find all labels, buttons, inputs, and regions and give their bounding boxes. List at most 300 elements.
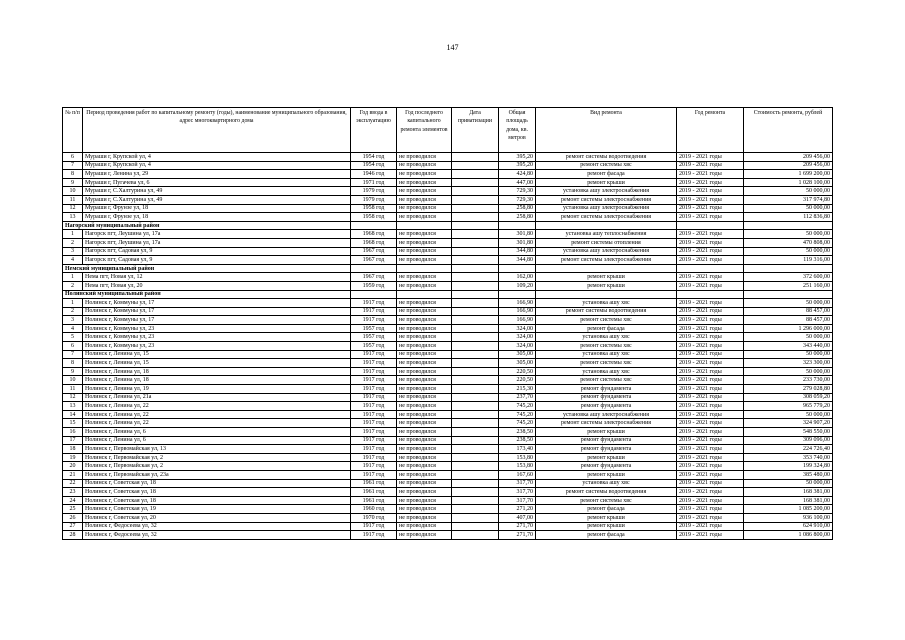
table-row xyxy=(63,436,833,445)
year-built-cell: 1917 год xyxy=(351,316,397,325)
privatization-cell xyxy=(452,178,499,187)
privatization-cell xyxy=(452,505,499,514)
empty-cell xyxy=(536,221,677,230)
repair-year-cell: 2019 - 2021 годы xyxy=(677,187,744,196)
last-repair-cell: не проводился xyxy=(397,273,452,282)
repair-year-cell: 2019 - 2021 годы xyxy=(677,342,744,351)
repair-year-cell: 2019 - 2021 годы xyxy=(677,153,744,162)
privatization-cell xyxy=(452,419,499,428)
cost-cell: 50 000,00 xyxy=(744,204,833,213)
address-cell: Нолинск г, Федосеева ул, 32 xyxy=(83,522,351,531)
work-type-cell: ремонт системы водоотведения xyxy=(536,488,677,497)
address-cell: Нолинск г, Первомайская ул, 2 xyxy=(83,453,351,462)
privatization-cell xyxy=(452,393,499,402)
section-title: Нолинский муниципальный район xyxy=(63,290,351,299)
last-repair-cell: не проводился xyxy=(397,153,452,162)
work-type-cell: ремонт фундамента xyxy=(536,462,677,471)
privatization-cell xyxy=(452,428,499,437)
address-cell: Нолинск г, Ленина ул, 22 xyxy=(83,419,351,428)
table-row xyxy=(63,247,833,256)
year-built-cell: 1960 год xyxy=(351,505,397,514)
empty-cell xyxy=(744,221,833,230)
area-cell: 271,20 xyxy=(499,505,536,514)
repair-year-cell: 2019 - 2021 годы xyxy=(677,316,744,325)
empty-cell xyxy=(452,264,499,273)
cost-cell: 1 296 000,00 xyxy=(744,324,833,333)
empty-cell xyxy=(397,290,452,299)
last-repair-cell: не проводился xyxy=(397,522,452,531)
year-built-cell: 1917 год xyxy=(351,531,397,540)
cost-cell: 199 324,80 xyxy=(744,462,833,471)
area-cell: 745,20 xyxy=(499,410,536,419)
work-type-cell: ремонт крыши xyxy=(536,470,677,479)
cost-cell: 233 730,00 xyxy=(744,376,833,385)
address-cell: Нолинск г, Советская ул, 18 xyxy=(83,496,351,505)
cost-cell: 50 000,00 xyxy=(744,299,833,308)
repair-year-cell: 2019 - 2021 годы xyxy=(677,367,744,376)
year-built-cell: 1917 год xyxy=(351,402,397,411)
row-number: 24 xyxy=(63,496,83,505)
header-repair-year: Год ремонта xyxy=(677,108,744,153)
work-type-cell: ремонт крыши xyxy=(536,281,677,290)
empty-cell xyxy=(744,264,833,273)
privatization-cell xyxy=(452,513,499,522)
privatization-cell xyxy=(452,281,499,290)
row-number: 6 xyxy=(63,153,83,162)
table-row xyxy=(63,273,833,282)
privatization-cell xyxy=(452,153,499,162)
privatization-cell xyxy=(452,479,499,488)
repair-year-cell: 2019 - 2021 годы xyxy=(677,419,744,428)
table-row xyxy=(63,428,833,437)
row-number: 10 xyxy=(63,187,83,196)
repair-year-cell: 2019 - 2021 годы xyxy=(677,479,744,488)
privatization-cell xyxy=(452,161,499,170)
last-repair-cell: не проводился xyxy=(397,299,452,308)
year-built-cell: 1946 год xyxy=(351,170,397,179)
privatization-cell xyxy=(452,316,499,325)
work-type-cell: ремонт фундамента xyxy=(536,436,677,445)
area-cell: 729,30 xyxy=(499,195,536,204)
table-header-row xyxy=(63,108,833,153)
repair-year-cell: 2019 - 2021 годы xyxy=(677,230,744,239)
last-repair-cell: не проводился xyxy=(397,350,452,359)
repair-schedule-table xyxy=(62,107,833,540)
table-row xyxy=(63,488,833,497)
area-cell: 344,80 xyxy=(499,247,536,256)
table-row xyxy=(63,213,833,222)
year-built-cell: 1917 год xyxy=(351,299,397,308)
repair-year-cell: 2019 - 2021 годы xyxy=(677,256,744,265)
cost-cell: 372 600,00 xyxy=(744,273,833,282)
header-area: Общая площадь дома, кв. метров xyxy=(499,108,536,153)
work-type-cell: ремонт системы хвс xyxy=(536,496,677,505)
privatization-cell xyxy=(452,195,499,204)
privatization-cell xyxy=(452,238,499,247)
work-type-cell: ремонт фасада xyxy=(536,324,677,333)
row-number: 10 xyxy=(63,376,83,385)
privatization-cell xyxy=(452,359,499,368)
area-cell: 167,60 xyxy=(499,470,536,479)
empty-cell xyxy=(744,290,833,299)
cost-cell: 50 000,00 xyxy=(744,367,833,376)
year-built-cell: 1917 год xyxy=(351,453,397,462)
table-row xyxy=(63,281,833,290)
address-cell: Мураши г, Фрунзе ул, 18 xyxy=(83,204,351,213)
work-type-cell: ремонт крыши xyxy=(536,522,677,531)
repair-year-cell: 2019 - 2021 годы xyxy=(677,247,744,256)
cost-cell: 50 000,00 xyxy=(744,333,833,342)
address-cell: Нагорск пгт, Садовая ул, 9 xyxy=(83,256,351,265)
address-cell: Нагорск пгт, Леушина ул, 17а xyxy=(83,230,351,239)
repair-year-cell: 2019 - 2021 годы xyxy=(677,213,744,222)
area-cell: 317,70 xyxy=(499,479,536,488)
last-repair-cell: не проводился xyxy=(397,195,452,204)
cost-cell: 50 000,00 xyxy=(744,350,833,359)
repair-year-cell: 2019 - 2021 годы xyxy=(677,522,744,531)
privatization-cell xyxy=(452,204,499,213)
row-number: 27 xyxy=(63,522,83,531)
area-cell: 220,50 xyxy=(499,376,536,385)
area-cell: 447,00 xyxy=(499,178,536,187)
address-cell: Нолинск г, Ленина ул, 15 xyxy=(83,359,351,368)
year-built-cell: 1958 год xyxy=(351,213,397,222)
table-row xyxy=(63,410,833,419)
work-type-cell: установка ашу электроснабжения xyxy=(536,410,677,419)
privatization-cell xyxy=(452,256,499,265)
area-cell: 305,00 xyxy=(499,359,536,368)
address-cell: Нолинск г, Ленина ул, 22 xyxy=(83,402,351,411)
section-row xyxy=(63,264,833,273)
address-cell: Нема пгт, Новая ул, 12 xyxy=(83,273,351,282)
privatization-cell xyxy=(452,342,499,351)
year-built-cell: 1961 год xyxy=(351,488,397,497)
privatization-cell xyxy=(452,367,499,376)
last-repair-cell: не проводился xyxy=(397,238,452,247)
area-cell: 745,20 xyxy=(499,402,536,411)
row-number: 28 xyxy=(63,531,83,540)
area-cell: 301,80 xyxy=(499,230,536,239)
year-built-cell: 1917 год xyxy=(351,445,397,454)
year-built-cell: 1917 год xyxy=(351,393,397,402)
address-cell: Мураши г, С.Халтурина ул, 49 xyxy=(83,195,351,204)
area-cell: 729,30 xyxy=(499,187,536,196)
header-privatization: Дата приватизации xyxy=(452,108,499,153)
cost-cell: 309 096,00 xyxy=(744,436,833,445)
address-cell: Нолинск г, Первомайская ул, 23а xyxy=(83,470,351,479)
work-type-cell: ремонт системы электроснабжения xyxy=(536,256,677,265)
privatization-cell xyxy=(452,462,499,471)
area-cell: 258,80 xyxy=(499,213,536,222)
area-cell: 162,00 xyxy=(499,273,536,282)
empty-cell xyxy=(499,221,536,230)
row-number: 23 xyxy=(63,488,83,497)
year-built-cell: 1917 год xyxy=(351,462,397,471)
row-number: 11 xyxy=(63,385,83,394)
table-row xyxy=(63,333,833,342)
cost-cell: 1 086 800,00 xyxy=(744,531,833,540)
area-cell: 344,80 xyxy=(499,256,536,265)
cost-cell: 88 457,00 xyxy=(744,307,833,316)
year-built-cell: 1979 год xyxy=(351,187,397,196)
work-type-cell: ремонт фасада xyxy=(536,170,677,179)
repair-year-cell: 2019 - 2021 годы xyxy=(677,462,744,471)
privatization-cell xyxy=(452,350,499,359)
table-row xyxy=(63,470,833,479)
cost-cell: 168 381,00 xyxy=(744,488,833,497)
repair-year-cell: 2019 - 2021 годы xyxy=(677,204,744,213)
privatization-cell xyxy=(452,307,499,316)
last-repair-cell: не проводился xyxy=(397,505,452,514)
work-type-cell: ремонт крыши xyxy=(536,273,677,282)
section-row xyxy=(63,221,833,230)
last-repair-cell: не проводился xyxy=(397,462,452,471)
privatization-cell xyxy=(452,385,499,394)
cost-cell: 88 457,00 xyxy=(744,316,833,325)
area-cell: 305,00 xyxy=(499,350,536,359)
last-repair-cell: не проводился xyxy=(397,333,452,342)
table-row xyxy=(63,419,833,428)
repair-year-cell: 2019 - 2021 годы xyxy=(677,393,744,402)
privatization-cell xyxy=(452,453,499,462)
address-cell: Нема пгт, Новая ул, 20 xyxy=(83,281,351,290)
year-built-cell: 1970 год xyxy=(351,513,397,522)
row-number: 4 xyxy=(63,256,83,265)
cost-cell: 936 100,00 xyxy=(744,513,833,522)
repair-year-cell: 2019 - 2021 годы xyxy=(677,436,744,445)
privatization-cell xyxy=(452,170,499,179)
year-built-cell: 1971 год xyxy=(351,178,397,187)
area-cell: 395,20 xyxy=(499,161,536,170)
repair-year-cell: 2019 - 2021 годы xyxy=(677,488,744,497)
work-type-cell: установка ашу хвс xyxy=(536,367,677,376)
work-type-cell: ремонт фундамента xyxy=(536,385,677,394)
last-repair-cell: не проводился xyxy=(397,393,452,402)
work-type-cell: ремонт крыши xyxy=(536,453,677,462)
privatization-cell xyxy=(452,488,499,497)
empty-cell xyxy=(536,290,677,299)
privatization-cell xyxy=(452,410,499,419)
empty-cell xyxy=(536,264,677,273)
work-type-cell: ремонт системы хвс xyxy=(536,161,677,170)
repair-year-cell: 2019 - 2021 годы xyxy=(677,470,744,479)
address-cell: Нолинск г, Коммуны ул, 17 xyxy=(83,316,351,325)
repair-year-cell: 2019 - 2021 годы xyxy=(677,324,744,333)
table-row xyxy=(63,445,833,454)
area-cell: 238,50 xyxy=(499,428,536,437)
table-body xyxy=(63,153,833,540)
area-cell: 220,50 xyxy=(499,367,536,376)
repair-year-cell: 2019 - 2021 годы xyxy=(677,359,744,368)
work-type-cell: ремонт фундамента xyxy=(536,402,677,411)
table-row xyxy=(63,505,833,514)
table-row xyxy=(63,161,833,170)
cost-cell: 209 456,00 xyxy=(744,153,833,162)
row-number: 5 xyxy=(63,333,83,342)
table-row xyxy=(63,170,833,179)
work-type-cell: ремонт системы электроснабжения xyxy=(536,213,677,222)
table-row xyxy=(63,307,833,316)
area-cell: 301,80 xyxy=(499,238,536,247)
address-cell: Нолинск г, Ленина ул, 22 xyxy=(83,410,351,419)
row-number: 1 xyxy=(63,230,83,239)
empty-cell xyxy=(499,264,536,273)
repair-year-cell: 2019 - 2021 годы xyxy=(677,170,744,179)
cost-cell: 470 808,00 xyxy=(744,238,833,247)
section-row xyxy=(63,290,833,299)
address-cell: Мураши г, Ленина ул, 29 xyxy=(83,170,351,179)
last-repair-cell: не проводился xyxy=(397,204,452,213)
privatization-cell xyxy=(452,436,499,445)
last-repair-cell: не проводился xyxy=(397,342,452,351)
last-repair-cell: не проводился xyxy=(397,470,452,479)
header-address: Период проведения работ по капитальному ремонту (годы), наименование муниципального образования, адрес многоквартирного дома xyxy=(83,108,351,153)
last-repair-cell: не проводился xyxy=(397,170,452,179)
repair-year-cell: 2019 - 2021 годы xyxy=(677,238,744,247)
work-type-cell: ремонт системы хвс xyxy=(536,342,677,351)
repair-year-cell: 2019 - 2021 годы xyxy=(677,496,744,505)
address-cell: Нолинск г, Коммуны ул, 17 xyxy=(83,299,351,308)
year-built-cell: 1917 год xyxy=(351,307,397,316)
cost-cell: 548 550,00 xyxy=(744,428,833,437)
last-repair-cell: не проводился xyxy=(397,376,452,385)
table-row xyxy=(63,187,833,196)
privatization-cell xyxy=(452,522,499,531)
area-cell: 424,80 xyxy=(499,170,536,179)
area-cell: 173,40 xyxy=(499,445,536,454)
table-row xyxy=(63,256,833,265)
area-cell: 745,20 xyxy=(499,419,536,428)
cost-cell: 343 440,00 xyxy=(744,342,833,351)
empty-cell xyxy=(351,221,397,230)
last-repair-cell: не проводился xyxy=(397,324,452,333)
last-repair-cell: не проводился xyxy=(397,161,452,170)
cost-cell: 224 726,40 xyxy=(744,445,833,454)
area-cell: 238,50 xyxy=(499,436,536,445)
year-built-cell: 1967 год xyxy=(351,256,397,265)
year-built-cell: 1957 год xyxy=(351,333,397,342)
address-cell: Нолинск г, Коммуны ул, 17 xyxy=(83,307,351,316)
address-cell: Нолинск г, Ленина ул, 21а xyxy=(83,393,351,402)
row-number: 12 xyxy=(63,204,83,213)
cost-cell: 50 000,00 xyxy=(744,479,833,488)
privatization-cell xyxy=(452,445,499,454)
repair-year-cell: 2019 - 2021 годы xyxy=(677,273,744,282)
area-cell: 153,80 xyxy=(499,453,536,462)
cost-cell: 1 028 100,00 xyxy=(744,178,833,187)
work-type-cell: установка ашу электроснабжения xyxy=(536,247,677,256)
last-repair-cell: не проводился xyxy=(397,513,452,522)
page-number: 147 xyxy=(446,43,459,52)
address-cell: Нолинск г, Советская ул, 18 xyxy=(83,488,351,497)
year-built-cell: 1917 год xyxy=(351,522,397,531)
header-year-built: Год ввода в эксплуатацию xyxy=(351,108,397,153)
work-type-cell: установка ашу хвс xyxy=(536,333,677,342)
last-repair-cell: не проводился xyxy=(397,230,452,239)
last-repair-cell: не проводился xyxy=(397,531,452,540)
year-built-cell: 1967 год xyxy=(351,273,397,282)
area-cell: 271,70 xyxy=(499,531,536,540)
table-row xyxy=(63,350,833,359)
privatization-cell xyxy=(452,531,499,540)
cost-cell: 168 381,00 xyxy=(744,496,833,505)
work-type-cell: ремонт системы хвс xyxy=(536,316,677,325)
cost-cell: 251 160,00 xyxy=(744,281,833,290)
repair-year-cell: 2019 - 2021 годы xyxy=(677,445,744,454)
row-number: 26 xyxy=(63,513,83,522)
privatization-cell xyxy=(452,273,499,282)
year-built-cell: 1959 год xyxy=(351,281,397,290)
cost-cell: 1 085 200,00 xyxy=(744,505,833,514)
address-cell: Нолинск г, Советская ул, 19 xyxy=(83,505,351,514)
work-type-cell: ремонт крыши xyxy=(536,513,677,522)
repair-year-cell: 2019 - 2021 годы xyxy=(677,299,744,308)
year-built-cell: 1917 год xyxy=(351,350,397,359)
header-last-repair: Год последнего капитального ремонта элементов xyxy=(397,108,452,153)
empty-cell xyxy=(452,221,499,230)
area-cell: 258,80 xyxy=(499,204,536,213)
repair-year-cell: 2019 - 2021 годы xyxy=(677,376,744,385)
address-cell: Нолинск г, Первомайская ул, 2 xyxy=(83,462,351,471)
area-cell: 407,00 xyxy=(499,513,536,522)
work-type-cell: ремонт фасада xyxy=(536,505,677,514)
row-number: 3 xyxy=(63,247,83,256)
year-built-cell: 1917 год xyxy=(351,410,397,419)
address-cell: Нолинск г, Ленина ул, 18 xyxy=(83,376,351,385)
section-title: Немский муниципальный район xyxy=(63,264,351,273)
address-cell: Мураши г, Крупской ул, 4 xyxy=(83,161,351,170)
row-number: 12 xyxy=(63,393,83,402)
privatization-cell xyxy=(452,213,499,222)
address-cell: Нагорск пгт, Леушина ул, 17а xyxy=(83,238,351,247)
year-built-cell: 1917 год xyxy=(351,419,397,428)
empty-cell xyxy=(499,290,536,299)
address-cell: Нагорск пгт, Садовая ул, 9 xyxy=(83,247,351,256)
year-built-cell: 1917 год xyxy=(351,428,397,437)
year-built-cell: 1917 год xyxy=(351,385,397,394)
table-row xyxy=(63,522,833,531)
privatization-cell xyxy=(452,470,499,479)
repair-year-cell: 2019 - 2021 годы xyxy=(677,281,744,290)
year-built-cell: 1917 год xyxy=(351,367,397,376)
last-repair-cell: не проводился xyxy=(397,419,452,428)
table-row xyxy=(63,238,833,247)
repair-year-cell: 2019 - 2021 годы xyxy=(677,161,744,170)
table-row xyxy=(63,299,833,308)
last-repair-cell: не проводился xyxy=(397,178,452,187)
work-type-cell: ремонт системы хвс xyxy=(536,359,677,368)
empty-cell xyxy=(677,290,744,299)
table-row xyxy=(63,204,833,213)
year-built-cell: 1954 год xyxy=(351,153,397,162)
cost-cell: 965 779,20 xyxy=(744,402,833,411)
address-cell: Нолинск г, Ленина ул, 6 xyxy=(83,436,351,445)
header-cost: Стоимость ремонта, рублей xyxy=(744,108,833,153)
last-repair-cell: не проводился xyxy=(397,316,452,325)
table-row xyxy=(63,479,833,488)
address-cell: Нолинск г, Коммуны ул, 23 xyxy=(83,333,351,342)
row-number: 4 xyxy=(63,324,83,333)
area-cell: 317,70 xyxy=(499,496,536,505)
privatization-cell xyxy=(452,187,499,196)
privatization-cell xyxy=(452,402,499,411)
row-number: 17 xyxy=(63,436,83,445)
address-cell: Мураши г, Фрунзе ул, 18 xyxy=(83,213,351,222)
repair-year-cell: 2019 - 2021 годы xyxy=(677,350,744,359)
table-row xyxy=(63,153,833,162)
work-type-cell: ремонт фасада xyxy=(536,531,677,540)
privatization-cell xyxy=(452,299,499,308)
